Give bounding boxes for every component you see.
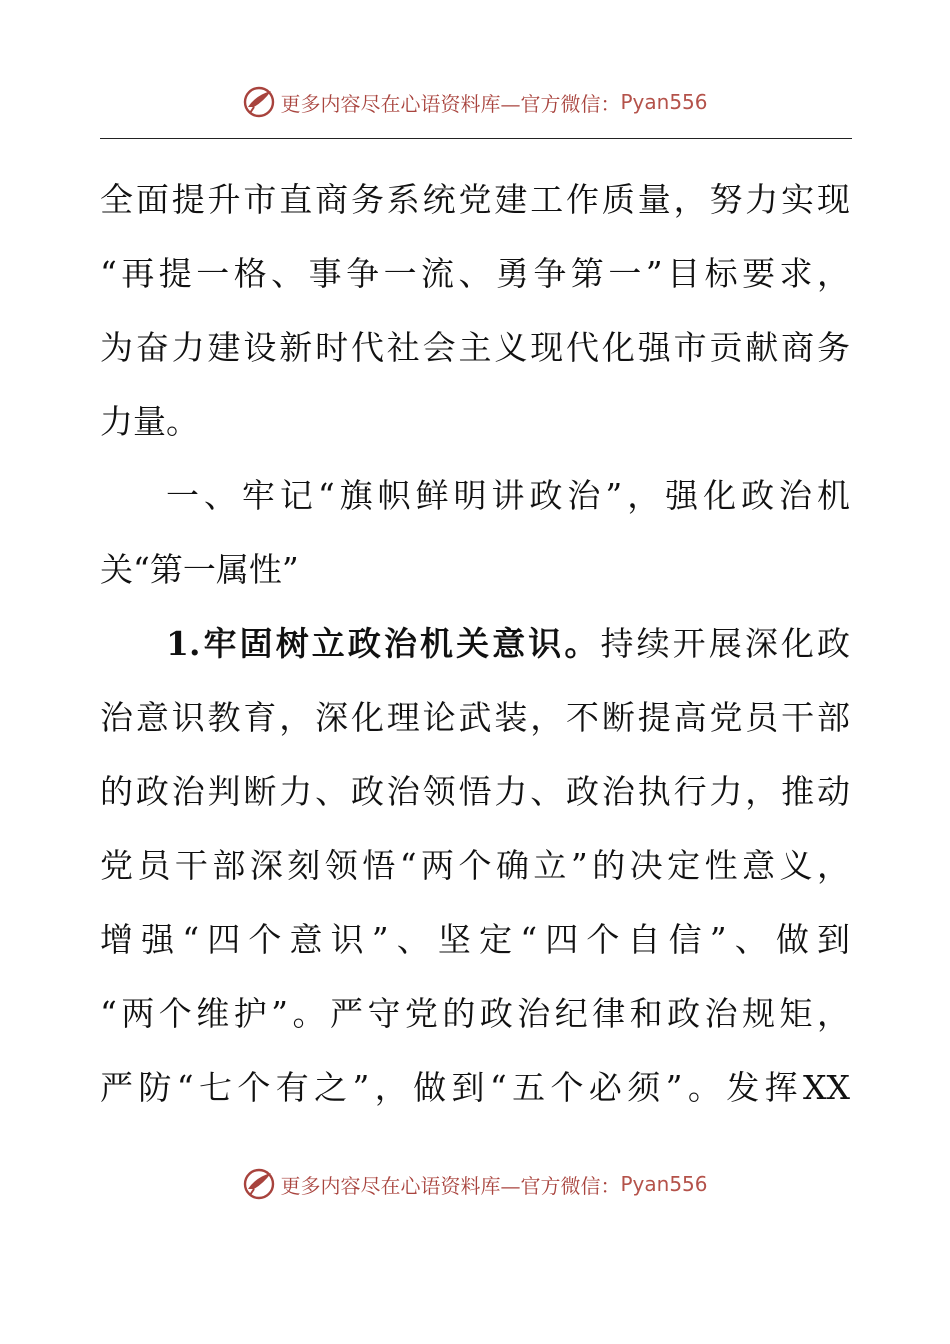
document-body <box>100 163 850 1125</box>
header-banner-text: 更多内容尽在心语资料库—官方微信： <box>280 91 621 116</box>
text-line: 关“第一属性” <box>100 550 299 589</box>
item-1-lead-rest: 持续开展深化政 <box>600 624 850 663</box>
paragraph-1 <box>100 163 850 459</box>
item-1-lead: 1.牢固树立政治机关意识。 <box>166 624 601 663</box>
text-line: “再提一格、事争一流、勇争第一”目标要求， <box>100 254 850 293</box>
text-line: 的政治判断力、政治领悟力、政治执行力，推动 <box>100 772 850 811</box>
header-rule <box>100 138 852 139</box>
text-line: 党员干部深刻领悟“两个确立”的决定性意义， <box>100 846 850 885</box>
quill-logo-icon <box>242 1167 276 1201</box>
text-line: “两个维护”。严守党的政治纪律和政治规矩， <box>100 994 850 1033</box>
header-banner-code: Pyan556 <box>620 90 708 114</box>
quill-logo-icon <box>242 85 276 119</box>
text-line: 增强“四个意识”、坚定“四个自信”、做到 <box>100 920 850 959</box>
text-line: 为奋力建设新时代社会主义现代化强市贡献商务 <box>100 328 850 367</box>
text-line: 全面提升市直商务系统党建工作质量，努力实现 <box>100 180 850 219</box>
footer-banner-code: Pyan556 <box>620 1172 708 1196</box>
text-line: 治意识教育，深化理论武装，不断提高党员干部 <box>100 698 850 737</box>
footer-banner-text: 更多内容尽在心语资料库—官方微信： <box>280 1173 621 1198</box>
item-1 <box>100 607 850 1125</box>
footer-banner <box>0 1162 950 1206</box>
section-heading <box>100 459 850 607</box>
text-line: 一、牢记“旗帜鲜明讲政治”，强化政治机 <box>166 476 850 515</box>
header-banner <box>0 80 950 124</box>
text-line <box>100 607 850 681</box>
text-line: 力量。 <box>100 402 199 441</box>
text-line: 严防“七个有之”，做到“五个必须”。发挥XX <box>100 1068 850 1107</box>
